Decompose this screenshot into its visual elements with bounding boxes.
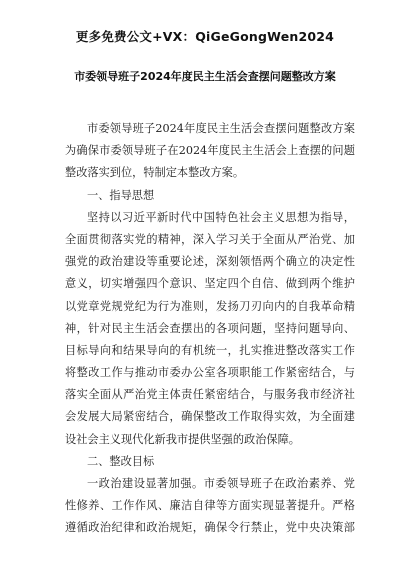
body-line: 市委领导班子2024年度民主生活会查摆问题整改方案: [87, 122, 355, 135]
body-line: 以党章党规党纪为行为准则，发扬刀刃向内的自我革命精: [65, 299, 355, 313]
body-line: 意义，切实增强四个意识、坚定四个自信、做到两个维护: [65, 277, 355, 291]
body-line: 落实全面从严治党主体责任紧密结合，与服务我市经济社: [65, 388, 355, 402]
body-line: 一、指导思想: [87, 188, 155, 202]
body-line: 遵循政治纪律和政治规矩，确保令行禁止，党中央决策部: [65, 521, 355, 535]
body-line: 性修养、工作作风、廉洁自律等方面实现显著提升。严格: [65, 499, 355, 513]
document-body: [65, 118, 355, 540]
body-line: 全面贯彻落实党的精神，深入学习关于全面从严治党、加: [65, 232, 355, 246]
body-line: 目标导向和结果导向的有机统一，扎实推进整改落实工作: [65, 343, 355, 357]
body-line: 将整改工作与推动市委办公室各项职能工作紧密结合，与: [65, 366, 355, 380]
body-line: 设社会主义现代化新我市提供坚强的政治保障。: [65, 432, 300, 446]
header-note: 更多免费公文+VX：QiGeGongWen2024: [75, 29, 335, 44]
body-line: 一政治建设显著加强。市委领导班子在政治素养、党: [87, 477, 355, 490]
body-line: 为确保市委领导班子在2024年度民主生活会上查摆的问题: [65, 144, 355, 158]
body-line: 整改落实到位，特制定本整改方案。: [65, 166, 245, 180]
body-line: 坚持以习近平新时代中国特色社会主义思想为指导，: [87, 210, 355, 224]
body-line: 会发展大局紧密结合，确保整改工作取得实效，为全面建: [65, 410, 355, 424]
body-line: 神，针对民主生活会查摆出的各项问题，坚持问题导向、: [65, 321, 355, 335]
body-line: 二、整改目标: [87, 454, 155, 468]
body-line: 强党的政治建设等重要论述，深刻领悟两个确立的决定性: [65, 255, 355, 269]
document-title: 市委领导班子2024年度民主生活会查摆问题整改方案: [74, 70, 336, 83]
